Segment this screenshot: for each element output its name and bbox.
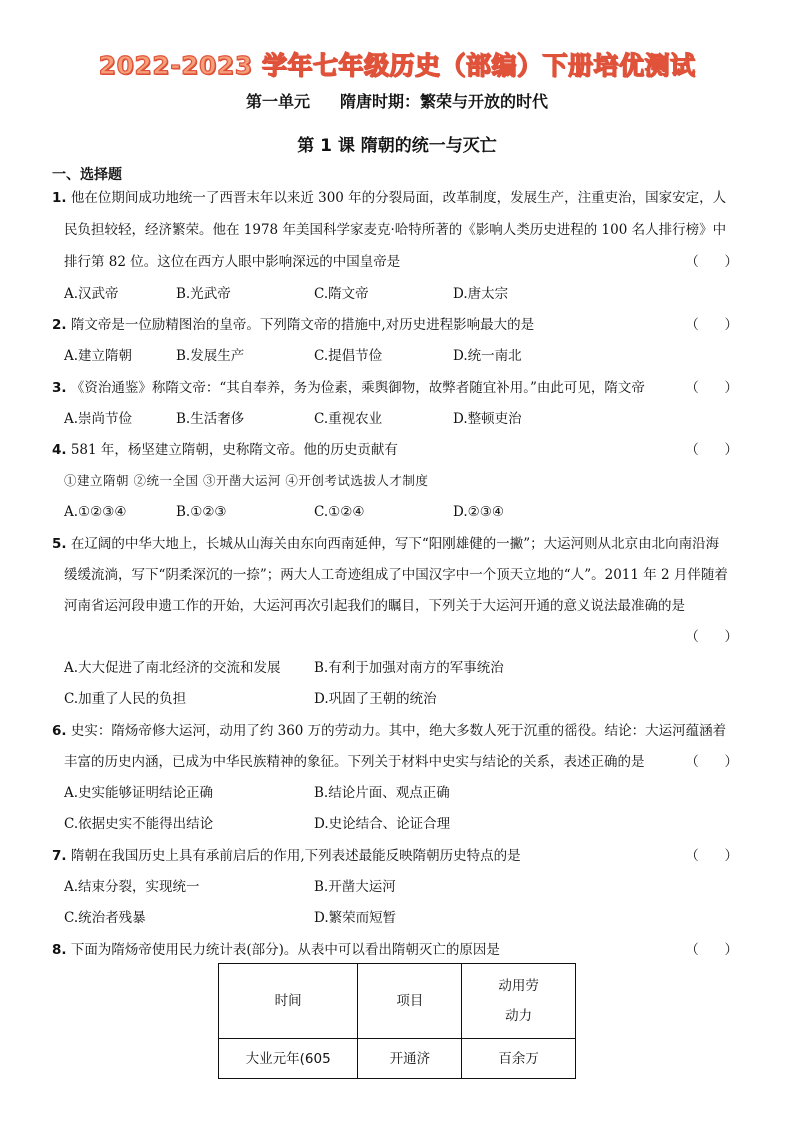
q7-option-c[interactable]: C.统治者残暴 (64, 910, 146, 926)
q1-option-b[interactable]: B.光武帝 (176, 286, 231, 302)
q6-answer-blank[interactable]: （ ） (685, 754, 738, 770)
section-heading: 一、选择题 (52, 167, 122, 183)
unit-label: 第一单元 (245, 92, 310, 111)
q1-line-2: 民负担较轻，经济繁荣。他在 1978 年美国科学家麦克·哈特所著的《影响人类历史进程的 100 名人排行榜》中 (64, 222, 727, 238)
cell-labor: 百余万 (462, 1039, 576, 1079)
q6-option-a[interactable]: A.史实能够证明结论正确 (64, 785, 214, 801)
q7-option-b[interactable]: B.开凿大运河 (314, 879, 396, 895)
q3-option-c[interactable]: C.重视农业 (314, 411, 383, 427)
q6-option-d[interactable]: D.史论结合、论证合理 (314, 816, 451, 832)
q8-line-1 (52, 940, 742, 960)
cell-item: 开通济 (358, 1039, 462, 1079)
q2-answer-blank[interactable]: （ ） (685, 317, 738, 333)
q3-number: 3. (52, 380, 67, 396)
q5-line-2: 缓缓流淌，写下“阴柔深沉的一捺”；两大人工奇迹组成了中国汉字中一个顶天立地的“人”。2011 年 2 月伴随着 (64, 567, 728, 583)
q2-option-b[interactable]: B.发展生产 (176, 348, 245, 364)
q3-text-1: 《资治通鉴》称隋文帝：“其自奉养，务为俭素，乘舆御物，故弊者随宜补用。”由此可见，隋文帝 (70, 380, 645, 396)
table-row (219, 1039, 576, 1079)
q5-line-3: 河南省运河段申遗工作的开始，大运河再次引起我们的瞩目，下列关于大运河开通的意义说法最准确的是 (64, 598, 685, 614)
q4-option-d[interactable]: D.②③④ (453, 504, 504, 520)
q3-line-1 (52, 378, 742, 398)
table-header-row (219, 964, 576, 1039)
labor-stats-table (218, 963, 576, 1079)
q7-number: 7. (52, 848, 67, 864)
lesson-title: 第 1 课 隋朝的统一与灭亡 (297, 136, 497, 156)
q8-number: 8. (52, 942, 67, 958)
q7-line-1 (52, 846, 742, 866)
q2-option-a[interactable]: A.建立隋朝 (64, 348, 133, 364)
q3-option-b[interactable]: B.生活奢侈 (176, 411, 245, 427)
q4-option-c[interactable]: C.①②④ (314, 504, 365, 520)
q6-option-c[interactable]: C.依据史实不能得出结论 (64, 816, 214, 832)
q6-option-b[interactable]: B.结论片面、观点正确 (314, 785, 450, 801)
q1-option-c[interactable]: C.隋文帝 (314, 286, 369, 302)
q1-answer-blank[interactable]: （ ） (685, 254, 738, 270)
q5-answer-blank[interactable]: （ ） (685, 629, 738, 645)
q1-option-d[interactable]: D.唐太宗 (453, 286, 509, 302)
main-title: 2022-2023 学年七年级历史（部编）下册培优测试 (98, 51, 696, 80)
q4-text-1: 581 年，杨坚建立隋朝，史称隋文帝。他的历史贡献有 (70, 442, 398, 458)
q6-line-1 (52, 721, 742, 741)
q5-option-b[interactable]: B.有利于加强对南方的军事统治 (314, 660, 504, 676)
q2-text-1: 隋文帝是一位励精图治的皇帝。下列隋文帝的措施中,对历史进程影响最大的是 (70, 317, 535, 333)
q7-answer-blank[interactable]: （ ） (685, 848, 738, 864)
q5-option-a[interactable]: A.大大促进了南北经济的交流和发展 (64, 660, 281, 676)
q5-option-c[interactable]: C.加重了人民的负担 (64, 691, 187, 707)
q6-number: 6. (52, 723, 67, 739)
q2-number: 2. (52, 317, 67, 333)
q7-option-d[interactable]: D.繁荣而短暂 (314, 910, 397, 926)
q3-option-a[interactable]: A.崇尚节俭 (64, 411, 133, 427)
header-labor-line-1: 动用劳 (498, 978, 539, 994)
q4-option-a[interactable]: A.①②③④ (64, 504, 127, 520)
q5-option-d[interactable]: D.巩固了王朝的统治 (314, 691, 437, 707)
q5-text-1: 在辽阔的中华大地上，长城从山海关由东向西南延伸，写下“阳刚雄健的一撇”；大运河则从北京由北向南沿海 (70, 536, 720, 552)
header-cell-time: 时间 (219, 964, 358, 1039)
q2-option-d[interactable]: D.统一南北 (453, 348, 522, 364)
q1-line-1 (52, 188, 742, 208)
q1-line-3: 排行第 82 位。这位在西方人眼中影响深远的中国皇帝是 (64, 254, 401, 270)
q3-answer-blank[interactable]: （ ） (685, 380, 738, 396)
q6-text-1: 史实：隋炀帝修大运河，动用了约 360 万的劳动力。其中，绝大多数人死于沉重的徭役。结论：大运河蕴涵着 (70, 723, 727, 739)
q4-option-b[interactable]: B.①②③ (176, 504, 227, 520)
header-cell-item: 项目 (358, 964, 462, 1039)
q4-number: 4. (52, 442, 67, 458)
q1-number: 1. (52, 190, 67, 206)
q7-option-a[interactable]: A.结束分裂，实现统一 (64, 879, 200, 895)
q8-text-1: 下面为隋炀帝使用民力统计表(部分)。从表中可以看出隋朝灭亡的原因是 (70, 942, 500, 958)
q7-text-1: 隋朝在我国历史上具有承前启后的作用,下列表述最能反映隋朝历史特点的是 (70, 848, 521, 864)
cell-time: 大业元年(605 (219, 1039, 358, 1079)
q4-answer-blank[interactable]: （ ） (685, 442, 738, 458)
unit-name: 隋唐时期：繁荣与开放的时代 (340, 92, 549, 111)
q5-line-1 (52, 534, 742, 554)
q4-statements: ①建立隋朝 ②统一全国 ③开凿大运河 ④开创考试选拔人才制度 (64, 473, 429, 488)
q1-text-1: 他在位期间成功地统一了西晋末年以来近 300 年的分裂局面，改革制度，发展生产，注重吏治，国家安定，人 (70, 190, 727, 206)
q8-answer-blank[interactable]: （ ） (685, 942, 738, 958)
q5-number: 5. (52, 536, 67, 552)
q1-option-a[interactable]: A.汉武帝 (64, 286, 119, 302)
unit-title (0, 89, 794, 112)
header-cell-labor (462, 964, 576, 1039)
q2-line-1 (52, 315, 742, 335)
q4-line-1 (52, 440, 742, 460)
q2-option-c[interactable]: C.提倡节俭 (314, 348, 383, 364)
q6-line-2: 丰富的历史内涵，已成为中华民族精神的象征。下列关于材料中史实与结论的关系，表述正确的是 (64, 754, 645, 770)
q3-option-d[interactable]: D.整顿吏治 (453, 411, 522, 427)
header-labor-line-2: 动力 (505, 1008, 533, 1024)
